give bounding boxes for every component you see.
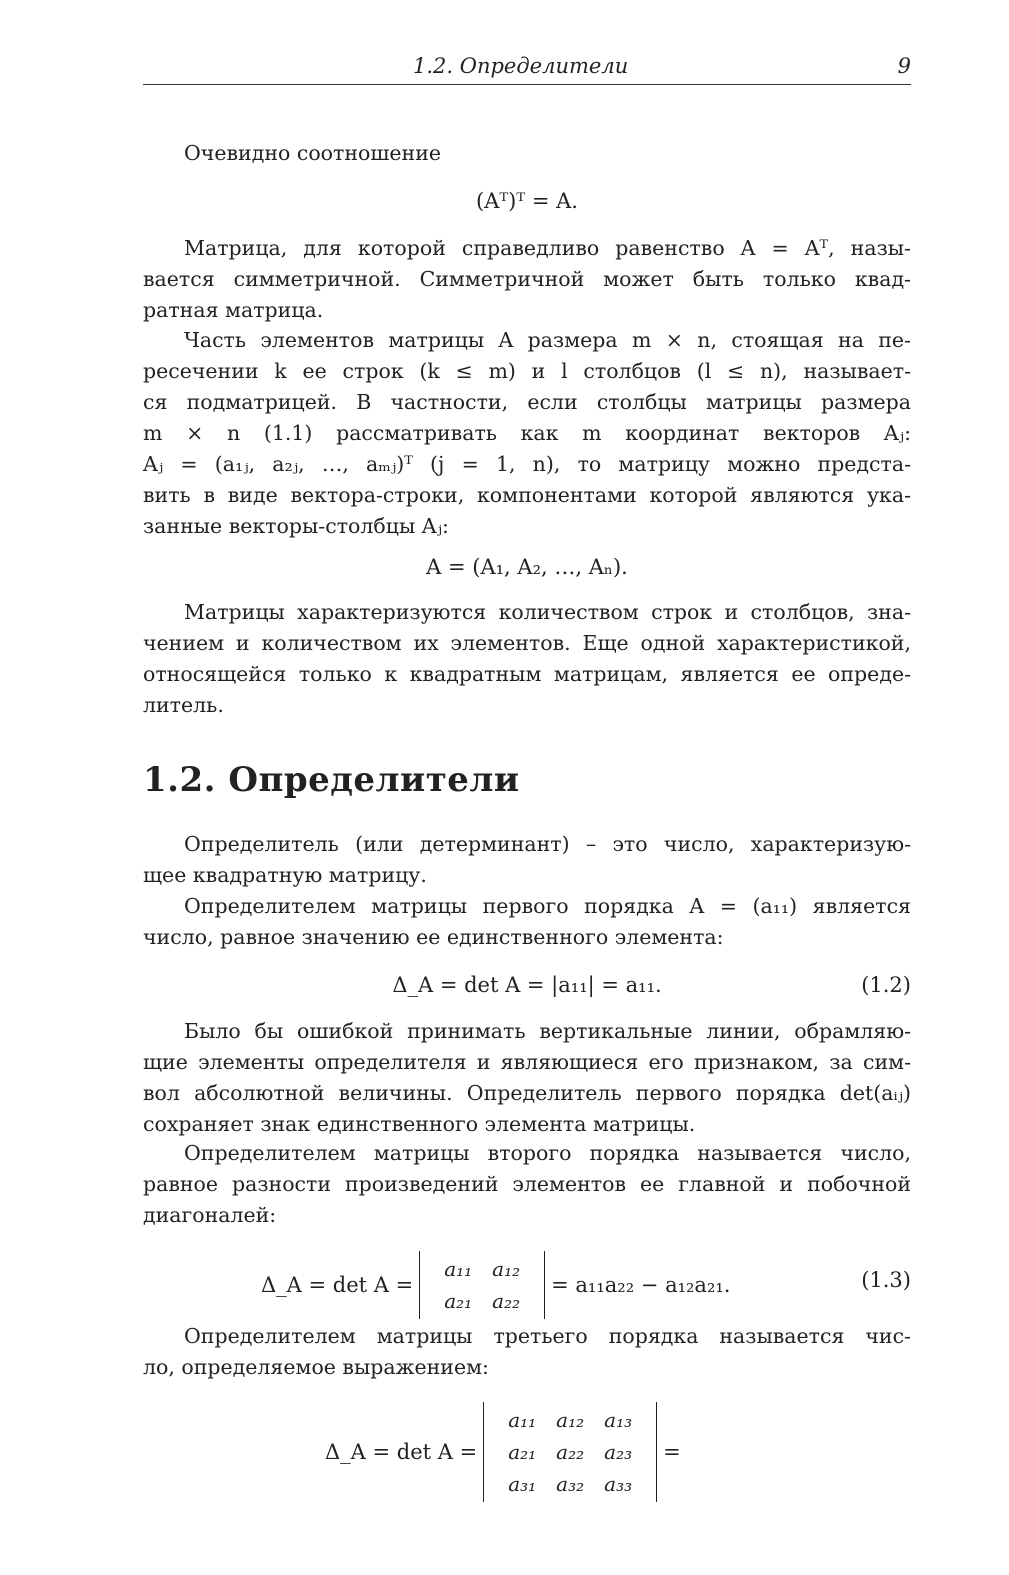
text-line: занные векторы-столбцы Aⱼ:	[143, 514, 449, 538]
text-line: равное разности произведений элементов ее главной и побочной	[143, 1172, 911, 1196]
page-number: 9	[897, 54, 911, 78]
text-line: Матрица, для которой справедливо равенство A = Aᵀ, назы-	[184, 236, 911, 260]
matrix-cell: a₁₂	[556, 1408, 585, 1432]
text-line: чением и количеством их элементов. Еще одной характеристикой,	[143, 631, 911, 655]
text-line: вается симметричной. Симметричной может быть только квад-	[143, 267, 911, 291]
text-line: вол абсолютной величины. Определитель первого порядка det(aᵢⱼ)	[143, 1081, 911, 1105]
text-line: Очевидно соотношение	[184, 141, 442, 165]
determinant-2x2	[419, 1251, 545, 1319]
matrix-cell: a₁₂	[492, 1257, 521, 1281]
equation-1-2	[143, 968, 911, 1002]
equation-lhs: Δ_A = det A =	[261, 1273, 414, 1297]
equation-formula: Δ_A = det A = |a₁₁| = a₁₁.	[392, 973, 662, 997]
matrix-cell: a₂₂	[492, 1289, 521, 1313]
text-line: литель.	[143, 693, 224, 717]
matrix-cell: a₂₃	[604, 1440, 633, 1464]
matrix-cell: a₃₁	[508, 1472, 537, 1496]
equation-transpose: (Aᵀ)ᵀ = A.	[476, 189, 578, 213]
text-line: m × n (1.1) рассматривать как m координат векторов Aⱼ:	[143, 421, 911, 445]
matrix-cell: a₂₁	[508, 1440, 537, 1464]
text-line: диагоналей:	[143, 1203, 277, 1227]
text-line: ся подматрицей. В частности, если столбцы матрицы размера	[143, 390, 911, 414]
paragraph-first-order	[143, 891, 911, 953]
equation-rhs: = a₁₁a₂₂ − a₁₂a₂₁.	[551, 1273, 731, 1297]
text-line: Aⱼ = (a₁ⱼ, a₂ⱼ, …, aₘⱼ)ᵀ (j = 1, n), то матрицу можно предста-	[143, 452, 911, 476]
equation-number: (1.3)	[861, 1268, 911, 1292]
text-line: Было бы ошибкой принимать вертикальные линии, обрамляю-	[184, 1019, 911, 1043]
equation-number: (1.2)	[861, 973, 911, 997]
equation-third-order	[143, 1402, 911, 1502]
equation-1-3	[143, 1250, 911, 1320]
text-line: ратная матрица.	[143, 298, 324, 322]
paragraph-vertical-lines	[143, 1016, 911, 1140]
paragraph-submatrix	[143, 325, 911, 542]
matrix-cell: a₂₂	[556, 1440, 585, 1464]
text-line: вить в виде вектора-строки, компонентами которой являются ука-	[143, 483, 911, 507]
matrix-cell: a₁₁	[508, 1408, 537, 1432]
text-line: Определителем матрицы первого порядка A = (a₁₁) является	[184, 894, 911, 918]
running-header	[143, 52, 911, 85]
text-line: ресечении k ее строк (k ≤ m) и l столбцов (l ≤ n), называет-	[143, 359, 911, 383]
text-line: Определителем матрицы второго порядка называется число,	[184, 1141, 911, 1165]
equation-lhs: Δ_A = det A =	[325, 1440, 478, 1464]
matrix-cell: a₃₃	[604, 1472, 633, 1496]
paragraph-third-order	[143, 1321, 911, 1383]
paragraph-determinant-def	[143, 829, 911, 891]
paragraph-symmetric	[143, 233, 911, 326]
text-line: щие элементы определителя и являющиеся его признаком, за сим-	[143, 1050, 911, 1074]
text-line: сохраняет знак единственного элемента матрицы.	[143, 1112, 696, 1136]
text-line: Часть элементов матрицы A размера m × n, стоящая на пе-	[184, 328, 911, 352]
paragraph-intro	[143, 138, 911, 169]
determinant-3x3	[483, 1402, 657, 1502]
matrix-cell: a₁₁	[444, 1257, 473, 1281]
text-line: ло, определяемое выражением:	[143, 1355, 489, 1379]
text-line: Матрицы характеризуются количеством строк и столбцов, зна-	[184, 600, 911, 624]
paragraph-characteristics	[143, 597, 911, 721]
page	[143, 0, 911, 1575]
text-line: Определитель (или детерминант) – это число, характеризую-	[184, 832, 911, 856]
section-heading: 1.2. Определители	[143, 760, 520, 800]
paragraph-second-order	[143, 1138, 911, 1231]
matrix-cell: a₂₁	[444, 1289, 473, 1313]
matrix-cell: a₁₃	[604, 1408, 633, 1432]
text-line: щее квадратную матрицу.	[143, 863, 427, 887]
equation-column-vectors: A = (A₁, A₂, …, Aₙ).	[426, 555, 628, 579]
equation-rhs: =	[663, 1440, 681, 1464]
text-line: Определителем матрицы третьего порядка называется чис-	[184, 1324, 911, 1348]
text-line: число, равное значению ее единственного элемента:	[143, 925, 724, 949]
text-line: относящейся только к квадратным матрицам, является ее опреде-	[143, 662, 911, 686]
running-title: 1.2. Определители	[413, 54, 629, 78]
matrix-cell: a₃₂	[556, 1472, 585, 1496]
